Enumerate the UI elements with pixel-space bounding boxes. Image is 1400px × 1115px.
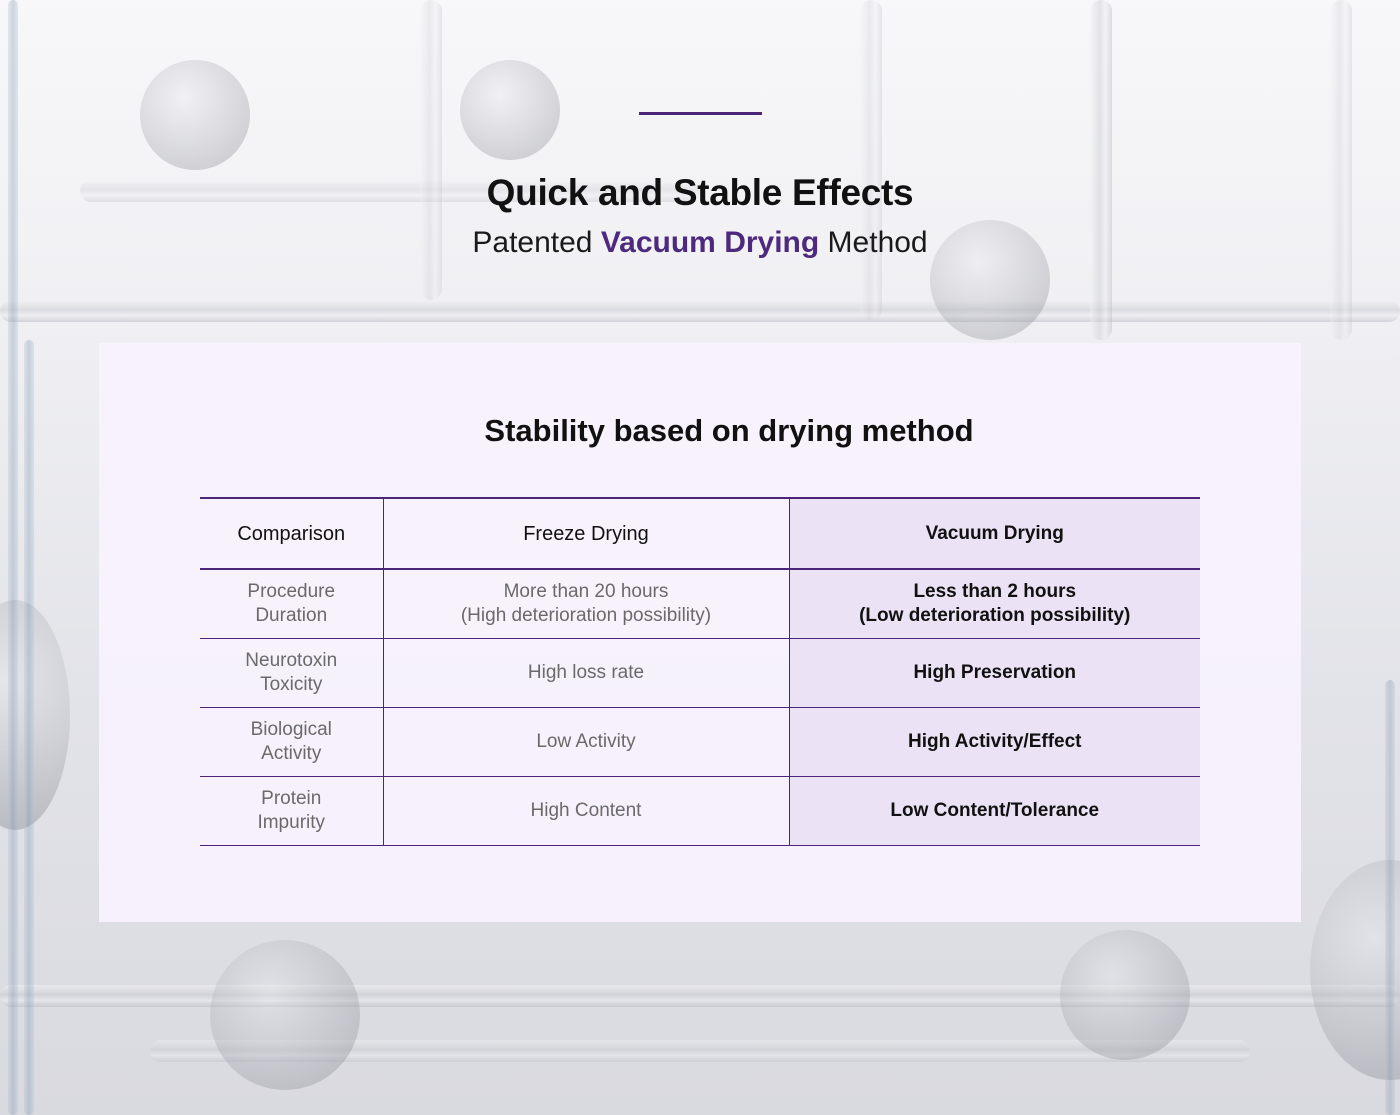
vacuum-cell: High Activity/Effect [789,707,1200,776]
freeze-cell: High Content [383,776,789,845]
table-header-row [200,498,1200,569]
row-label: Neurotoxin Toxicity [200,638,383,707]
table-row [200,707,1200,776]
comparison-table [200,497,1200,846]
row-label: Procedure Duration [200,569,383,638]
freeze-cell: Low Activity [383,707,789,776]
comparison-card [99,343,1301,922]
vacuum-cell: High Preservation [789,638,1200,707]
row-label: Biological Activity [200,707,383,776]
subtitle-highlight: Vacuum Drying [600,226,820,259]
card-title: Stability based on drying method [484,413,974,448]
row-label: Protein Impurity [200,776,383,845]
subtitle-suffix: Method [819,226,928,259]
page-title: Quick and Stable Effects [486,172,914,213]
header-freeze-drying: Freeze Drying [383,498,789,569]
table-row [200,569,1200,638]
page-subtitle [0,226,1400,260]
table-row [200,776,1200,845]
vacuum-cell: Less than 2 hours (Low deterioration possibility) [789,569,1200,638]
freeze-cell: High loss rate [383,638,789,707]
header-vacuum-drying: Vacuum Drying [789,498,1200,569]
accent-divider [639,112,762,115]
subtitle-prefix: Patented [472,226,601,259]
table-row [200,638,1200,707]
header-comparison: Comparison [200,498,383,569]
vacuum-cell: Low Content/Tolerance [789,776,1200,845]
freeze-cell: More than 20 hours (High deterioration possibility) [383,569,789,638]
